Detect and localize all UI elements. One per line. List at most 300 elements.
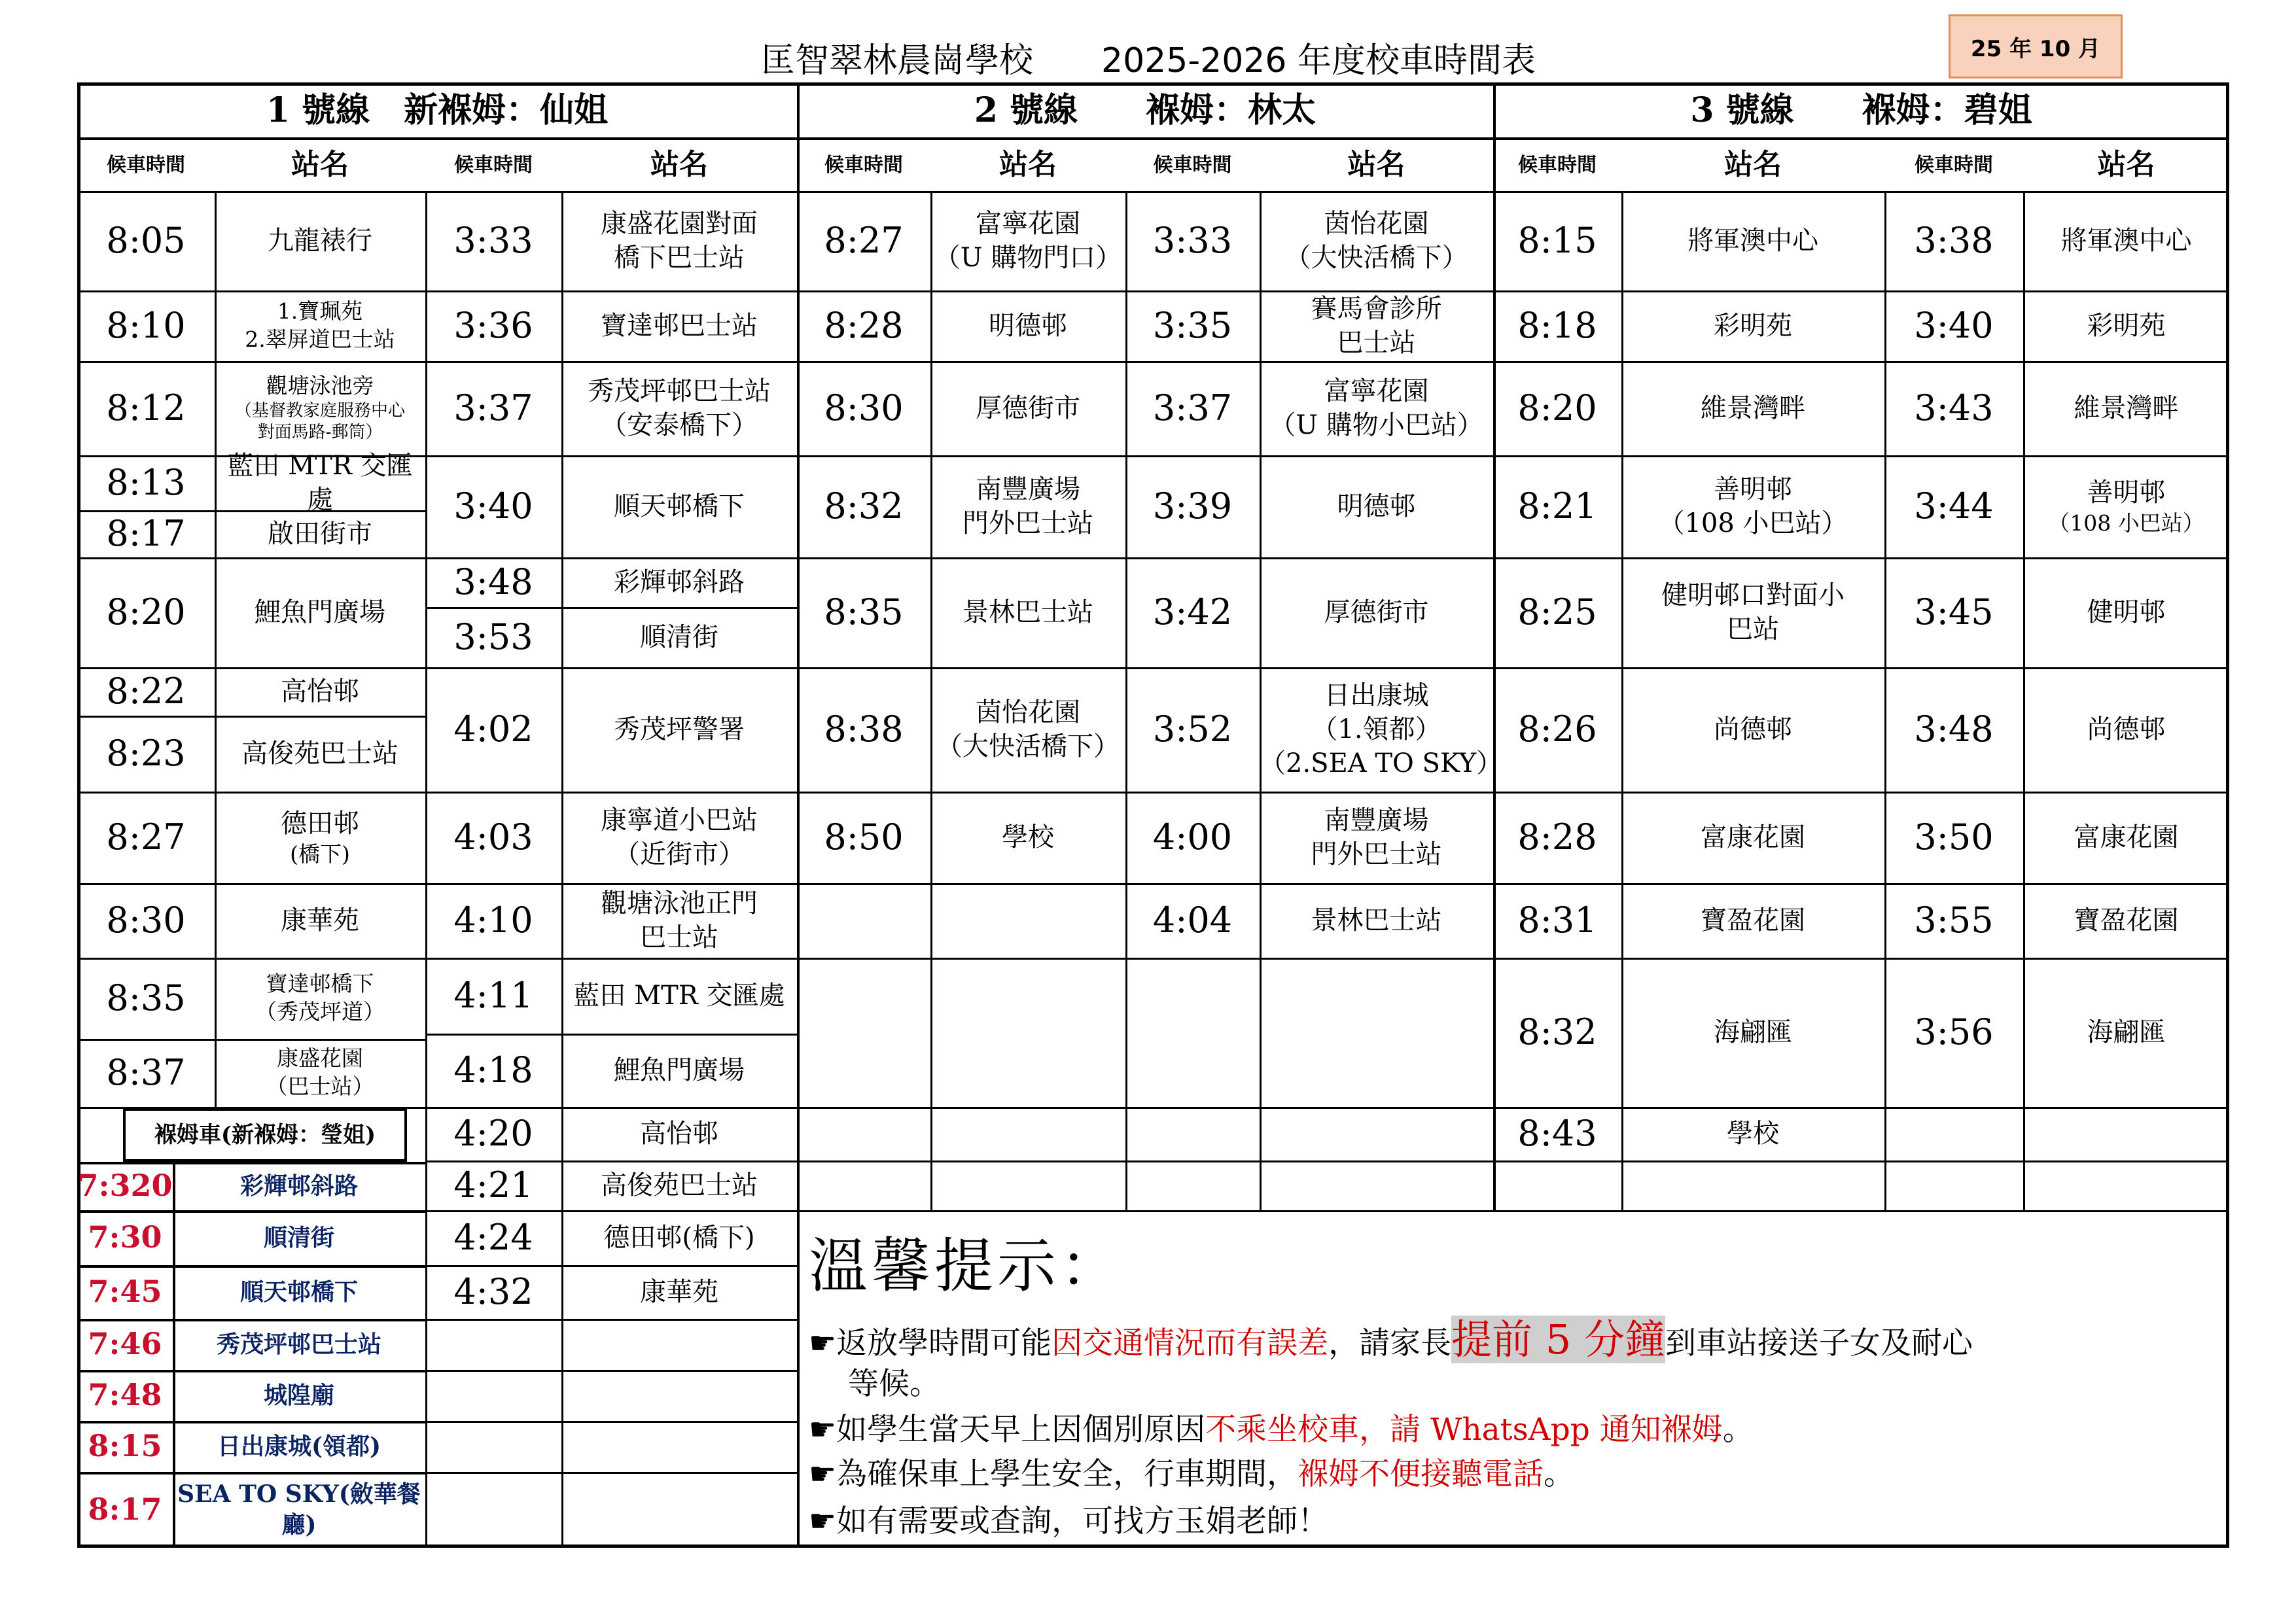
tip-line bbox=[848, 1359, 940, 1403]
cell-text-line: 4:18 bbox=[453, 1049, 533, 1091]
r3-morning-station bbox=[1621, 191, 1884, 290]
r1-afternoon-time bbox=[425, 557, 561, 607]
r1-morning-time bbox=[77, 883, 215, 958]
r1-afternoon-time bbox=[425, 883, 561, 958]
r3-morning-station bbox=[1621, 455, 1884, 557]
cell-text-line: 8:43 bbox=[1517, 1112, 1597, 1154]
cell-text-line: 南豐廣場 bbox=[1324, 805, 1429, 835]
r3-morning-station bbox=[1621, 290, 1884, 361]
cell-text-line: 1 號線 新褓姆：仙姐 bbox=[266, 90, 609, 131]
grid-line bbox=[797, 1210, 1493, 1212]
r3-afternoon-time bbox=[1884, 792, 2023, 883]
column-header-station bbox=[1260, 139, 1493, 191]
column-header-time bbox=[77, 139, 215, 191]
cell-text-line: 寶盈花園 bbox=[2074, 905, 2179, 935]
r3-morning-station bbox=[1621, 557, 1884, 667]
cell-text-line: 8:30 bbox=[106, 899, 186, 941]
cell-text-line: 啟田街市 bbox=[268, 519, 372, 549]
r2-afternoon-time bbox=[1125, 290, 1260, 361]
cell-text-line: 8:17 bbox=[88, 1492, 162, 1527]
nanny-station bbox=[173, 1370, 425, 1421]
r3-afternoon-time bbox=[1884, 290, 2023, 361]
r1-morning-time bbox=[77, 667, 215, 716]
cell-text-line: 8:27 bbox=[106, 816, 186, 858]
cell-text-line: 7:30 bbox=[88, 1219, 162, 1255]
cell-text-line: 觀塘泳池旁 bbox=[266, 372, 374, 398]
cell-text-line: 4:32 bbox=[453, 1270, 533, 1312]
cell-text-line: 賽馬會診所 bbox=[1311, 294, 1442, 324]
cell-text-line: 康盛花園 bbox=[277, 1045, 363, 1072]
r2-morning-station bbox=[930, 290, 1125, 361]
r1-afternoon-station bbox=[561, 191, 797, 290]
r2-afternoon-time bbox=[1125, 191, 1260, 290]
nanny-time bbox=[77, 1472, 173, 1548]
cell-text-line: 尚德邨 bbox=[2087, 714, 2166, 744]
cell-text-line: 康華苑 bbox=[281, 905, 359, 935]
nanny-station bbox=[173, 1265, 425, 1319]
column-header-station bbox=[930, 139, 1125, 191]
r1-afternoon-time bbox=[425, 1161, 561, 1210]
r1-morning-station bbox=[215, 290, 425, 361]
cell-text-line: 順清街 bbox=[640, 622, 718, 652]
r1-morning-station bbox=[215, 667, 425, 716]
cell-text-line: 景林巴士站 bbox=[963, 597, 1093, 627]
r3-afternoon-station bbox=[2023, 191, 2229, 290]
cell-text-line: 3:33 bbox=[1152, 219, 1233, 261]
cell-text-line: 站名 bbox=[1724, 148, 1782, 182]
nanny-station bbox=[173, 1210, 425, 1265]
cell-text-line: 學校 bbox=[1002, 822, 1054, 852]
cell-text-line: 門外巴士站 bbox=[1311, 839, 1442, 869]
cell-text-line: （大快活橋下） bbox=[936, 731, 1120, 761]
cell-text-line: 明德邨 bbox=[989, 311, 1067, 341]
cell-text-line: 順天邨橋下 bbox=[614, 491, 745, 521]
tip-text: 等候。 bbox=[848, 1366, 940, 1402]
cell-text-line: 8:20 bbox=[106, 591, 186, 633]
r2-morning-time bbox=[797, 361, 930, 455]
cell-text-line: 九龍裱行 bbox=[268, 226, 372, 256]
r3-afternoon-time bbox=[1884, 883, 2023, 958]
cell-text-line: 1.寶珮苑 bbox=[277, 298, 363, 324]
cell-text-line: 3:39 bbox=[1152, 485, 1233, 527]
r2-afternoon-station bbox=[1260, 191, 1493, 290]
r1-morning-station bbox=[215, 1039, 425, 1107]
r1-afternoon-station bbox=[561, 1034, 797, 1107]
r1-afternoon-time bbox=[425, 191, 561, 290]
r3-morning-station bbox=[1621, 792, 1884, 883]
nanny-station bbox=[173, 1319, 425, 1370]
r2-afternoon-time bbox=[1125, 667, 1260, 792]
cell-text-line: 4:21 bbox=[453, 1164, 533, 1206]
cell-text-line: 8:28 bbox=[1517, 816, 1597, 858]
cell-note: (橋下) bbox=[290, 841, 350, 867]
pointing-hand-icon: ☛ bbox=[809, 1503, 837, 1539]
cell-text-line: 2 號線 褓姆：林太 bbox=[974, 90, 1316, 131]
r3-morning-time bbox=[1493, 191, 1621, 290]
cell-text-line: （近街市） bbox=[614, 839, 745, 869]
column-header-time bbox=[1493, 139, 1621, 191]
tip-text: 返放學時間可能 bbox=[836, 1325, 1052, 1361]
cell-text-line: 尚德邨 bbox=[1714, 714, 1792, 744]
cell-text-line: 8:26 bbox=[1517, 708, 1597, 750]
r3-morning-station bbox=[1621, 958, 1884, 1107]
cell-text-line: 茵怡花園 bbox=[1324, 209, 1429, 239]
cell-text-line: 8:20 bbox=[1517, 387, 1597, 428]
grid-line bbox=[797, 958, 1493, 960]
cell-text-line: 8:23 bbox=[106, 732, 186, 774]
cell-text-line: 3:42 bbox=[1152, 591, 1233, 633]
cell-text-line: 維景灣畔 bbox=[1701, 393, 1805, 423]
cell-text-line: 8:17 bbox=[106, 512, 186, 554]
cell-text-line: 8:28 bbox=[824, 304, 904, 346]
cell-text-line: 健明邨 bbox=[2087, 597, 2166, 627]
cell-text-line: 7:46 bbox=[88, 1326, 162, 1362]
grid-line bbox=[797, 1161, 1493, 1162]
column-header-station bbox=[215, 139, 425, 191]
cell-text-line: 3:37 bbox=[453, 387, 533, 428]
r1-morning-time bbox=[77, 510, 215, 557]
grid-line bbox=[797, 1107, 1493, 1109]
tip-line bbox=[809, 1497, 1328, 1541]
cell-text-line: 2.翠屏道巴士站 bbox=[245, 326, 395, 352]
nanny-station bbox=[173, 1421, 425, 1472]
cell-text-line: 8:30 bbox=[824, 387, 904, 428]
r1-morning-station bbox=[215, 191, 425, 290]
r3-afternoon-station bbox=[2023, 557, 2229, 667]
r1-afternoon-station bbox=[561, 361, 797, 455]
cell-text-line: 康盛花園對面 bbox=[601, 209, 758, 239]
r3-morning-station bbox=[1621, 667, 1884, 792]
column-header-station bbox=[1621, 139, 1884, 191]
cell-text-line: 高怡邨 bbox=[281, 676, 359, 707]
cell-text-line: 厚德街市 bbox=[976, 393, 1080, 423]
cell-text-line: 4:04 bbox=[1152, 899, 1233, 941]
r1-morning-time bbox=[77, 1039, 215, 1107]
cell-text-line: 鯉魚門廣場 bbox=[255, 597, 385, 627]
cell-text-line: 4:11 bbox=[453, 974, 533, 1016]
pointing-hand-icon: ☛ bbox=[809, 1325, 837, 1361]
cell-text-line: 鯉魚門廣場 bbox=[614, 1055, 745, 1085]
tip-text-red: 不乘坐校車，請 WhatsApp 通知褓姆 bbox=[1205, 1412, 1723, 1448]
cell-text-line: 彩明苑 bbox=[1714, 311, 1792, 341]
cell-text-line: 觀塘泳池正門 bbox=[601, 888, 758, 918]
r2-morning-time bbox=[797, 667, 930, 792]
r3-morning-time bbox=[1493, 290, 1621, 361]
cell-text-line: 順天邨橋下 bbox=[239, 1278, 358, 1306]
cell-text-line: 7:320 bbox=[77, 1168, 173, 1204]
cell-text-line: 康寧道小巴站 bbox=[601, 805, 758, 835]
r3-afternoon-station bbox=[2023, 792, 2229, 883]
r2-afternoon-time bbox=[1125, 455, 1260, 557]
cell-text-line: 4:24 bbox=[453, 1216, 533, 1258]
r1-morning-time bbox=[77, 455, 215, 510]
r1-morning-time bbox=[77, 792, 215, 883]
r1-morning-time bbox=[77, 361, 215, 455]
cell-text-line: 候車時間 bbox=[824, 153, 903, 177]
r3-afternoon-station bbox=[2023, 290, 2229, 361]
cell-text-line: 富寧花園 bbox=[976, 209, 1080, 239]
cell-text-line: 寶達邨橋下 bbox=[266, 971, 374, 997]
cell-text-line: 高俊苑巴士站 bbox=[241, 739, 398, 769]
r3-morning-station bbox=[1621, 883, 1884, 958]
tip-text: 到車站接送子女及耐心 bbox=[1665, 1325, 1973, 1361]
cell-text-line: 候車時間 bbox=[1153, 153, 1232, 177]
cell-text-line: 8:31 bbox=[1517, 899, 1597, 941]
cell-text-line: 巴士站 bbox=[1337, 328, 1416, 358]
cell-text-line: 8:38 bbox=[824, 708, 904, 750]
cell-text-line: 站名 bbox=[1347, 148, 1405, 182]
cell-note: （基督教家庭服務中心 bbox=[234, 400, 405, 421]
r2-morning-time bbox=[797, 191, 930, 290]
r1-afternoon-time bbox=[425, 607, 561, 667]
r3-afternoon-station bbox=[2023, 667, 2229, 792]
r2-afternoon-station bbox=[1260, 361, 1493, 455]
r3-afternoon-time bbox=[1884, 191, 2023, 290]
r3-morning-time bbox=[1493, 667, 1621, 792]
nanny-time bbox=[77, 1162, 173, 1210]
r1-morning-time bbox=[77, 191, 215, 290]
cell-text-line: 站名 bbox=[291, 148, 349, 182]
nanny-time bbox=[77, 1265, 173, 1319]
cell-text-line: 德田邨(橋下) bbox=[603, 1223, 755, 1253]
r1-morning-time bbox=[77, 716, 215, 792]
r3-afternoon-station bbox=[2023, 361, 2229, 455]
cell-text-line: 高怡邨 bbox=[640, 1119, 718, 1149]
cell-text-line: 寶盈花園 bbox=[1701, 905, 1805, 935]
cell-text-line: 8:10 bbox=[106, 304, 186, 346]
tip-text: ，請家長 bbox=[1328, 1325, 1452, 1361]
cell-text-line: 4:20 bbox=[453, 1112, 533, 1154]
r1-morning-time bbox=[77, 290, 215, 361]
r3-morning-station bbox=[1621, 361, 1884, 455]
cell-text-line: 3 號線 褓姆：碧姐 bbox=[1690, 90, 2032, 131]
nanny-bus-title bbox=[123, 1108, 407, 1162]
cell-text-line: 4:03 bbox=[453, 816, 533, 858]
cell-text-line: 站名 bbox=[999, 148, 1057, 182]
r1-afternoon-time bbox=[425, 667, 561, 792]
cell-text-line: 巴站 bbox=[1727, 614, 1779, 644]
r2-morning-station bbox=[930, 455, 1125, 557]
r3-morning-time bbox=[1493, 792, 1621, 883]
r2-morning-time bbox=[797, 290, 930, 361]
cell-text-line: 康華苑 bbox=[640, 1277, 718, 1307]
tip-text-red: 褓姆不便接聽電話 bbox=[1298, 1456, 1544, 1492]
cell-text-line: （巴士站） bbox=[266, 1073, 374, 1099]
r1-morning-time bbox=[77, 557, 215, 667]
cell-text-line: （1.領都） bbox=[1311, 714, 1441, 744]
r1-afternoon-time bbox=[425, 1265, 561, 1319]
cell-text-line: 維景灣畔 bbox=[2074, 393, 2179, 423]
r1-afternoon-station bbox=[561, 792, 797, 883]
cell-text-line: 富康花園 bbox=[1701, 822, 1805, 852]
r3-afternoon-station bbox=[2023, 883, 2229, 958]
cell-text-line: 日出康城 bbox=[1324, 680, 1429, 710]
r3-morning-station bbox=[1621, 1107, 1884, 1161]
cell-text-line: 日出康城(領都) bbox=[217, 1432, 381, 1460]
grid-line bbox=[1493, 1210, 2229, 1212]
route-3-title bbox=[1493, 82, 2229, 139]
cell-text-line: 8:37 bbox=[106, 1051, 186, 1093]
cell-text-line: （秀茂坪道） bbox=[255, 999, 385, 1024]
cell-text-line: 3:45 bbox=[1914, 591, 1994, 633]
cell-text-line: 海翩匯 bbox=[1714, 1017, 1792, 1047]
cell-text-line: 3:56 bbox=[1914, 1011, 1994, 1053]
cell-text-line: （108 小巴站） bbox=[1658, 508, 1848, 538]
cell-text-line: 善明邨 bbox=[2087, 477, 2166, 508]
tip-text: 如有需要或查詢，可找方玉娟老師！ bbox=[836, 1503, 1329, 1539]
r1-afternoon-time bbox=[425, 290, 561, 361]
cell-text-line: 3:35 bbox=[1152, 304, 1233, 346]
cell-text-line: 健明邨口對面小 bbox=[1661, 580, 1845, 610]
cell-text-line: 富寧花園 bbox=[1324, 376, 1429, 406]
cell-text-line: 8:50 bbox=[824, 816, 904, 858]
cell-text-line: 彩明苑 bbox=[2087, 311, 2166, 341]
r1-afternoon-time bbox=[425, 958, 561, 1034]
r2-afternoon-time bbox=[1125, 792, 1260, 883]
column-header-time bbox=[1884, 139, 2023, 191]
r3-afternoon-time bbox=[1884, 361, 2023, 455]
r2-afternoon-time bbox=[1125, 557, 1260, 667]
r1-morning-time bbox=[77, 958, 215, 1039]
r1-afternoon-station bbox=[561, 607, 797, 667]
route-1-title bbox=[77, 82, 797, 139]
r2-afternoon-station bbox=[1260, 883, 1493, 958]
r1-afternoon-time bbox=[425, 1210, 561, 1265]
r3-afternoon-station bbox=[2023, 455, 2229, 557]
r1-afternoon-station bbox=[561, 557, 797, 607]
r1-morning-station bbox=[215, 361, 425, 455]
cell-text-line: 3:48 bbox=[453, 561, 533, 602]
r3-morning-time bbox=[1493, 557, 1621, 667]
r2-morning-time bbox=[797, 455, 930, 557]
cell-text-line: 門外巴士站 bbox=[963, 508, 1093, 538]
grid-line bbox=[1493, 1161, 2229, 1162]
cell-text-line: 秀茂坪邨巴士站 bbox=[588, 376, 771, 406]
cell-note: 對面馬路-郵筒） bbox=[257, 423, 383, 443]
cell-text-line: 寶達邨巴士站 bbox=[601, 311, 758, 341]
r1-afternoon-station bbox=[561, 1210, 797, 1265]
cell-text-line: 8:15 bbox=[1517, 219, 1597, 261]
cell-text-line: 明德邨 bbox=[1337, 491, 1416, 521]
r2-afternoon-station bbox=[1260, 290, 1493, 361]
cell-text-line: 學校 bbox=[1727, 1119, 1779, 1149]
r3-morning-time bbox=[1493, 958, 1621, 1107]
column-header-station bbox=[561, 139, 797, 191]
cell-text-line: 3:38 bbox=[1914, 219, 1994, 261]
cell-text-line: 3:40 bbox=[1914, 304, 1994, 346]
column-header-time bbox=[425, 139, 561, 191]
nanny-time bbox=[77, 1319, 173, 1370]
cell-text-line: 8:35 bbox=[106, 977, 186, 1019]
cell-text-line: 高俊苑巴士站 bbox=[601, 1170, 758, 1200]
r1-morning-station bbox=[215, 451, 425, 515]
r2-afternoon-time bbox=[1125, 361, 1260, 455]
r3-morning-time bbox=[1493, 455, 1621, 557]
cell-text-line: 候車時間 bbox=[454, 153, 533, 177]
cell-text-line: 城隍廟 bbox=[263, 1381, 334, 1409]
cell-text-line: 3:55 bbox=[1914, 899, 1994, 941]
tip-line bbox=[809, 1405, 1754, 1449]
cell-text-line: 富康花園 bbox=[2074, 822, 2179, 852]
cell-text-line: SEA TO SKY(斂華餐廳) bbox=[177, 1480, 421, 1539]
cell-text-line: 7:45 bbox=[88, 1274, 162, 1310]
cell-text-line: 站名 bbox=[650, 148, 708, 182]
r1-afternoon-station bbox=[561, 1107, 797, 1161]
cell-text-line: 善明邨 bbox=[1714, 474, 1792, 504]
page-title: 匡智翠林晨崗學校 2025-2026 年度校車時間表 bbox=[761, 41, 1536, 80]
r2-morning-time bbox=[797, 792, 930, 883]
cell-text-line: （2.SEA TO SKY） bbox=[1260, 748, 1503, 778]
cell-text-line: 8:13 bbox=[106, 461, 186, 503]
cell-text-line: 3:48 bbox=[1914, 708, 1994, 750]
tip-line bbox=[809, 1450, 1574, 1493]
r2-morning-time bbox=[797, 557, 930, 667]
r1-morning-station bbox=[215, 958, 425, 1039]
cell-text-line: 3:52 bbox=[1152, 708, 1233, 750]
r1-morning-station bbox=[215, 557, 425, 667]
cell-text-line: 站名 bbox=[2097, 148, 2155, 182]
cell-text-line: 褓姆車(新褓姆：瑩姐) bbox=[154, 1121, 376, 1148]
r1-afternoon-time bbox=[425, 361, 561, 455]
cell-text-line: 茵怡花園 bbox=[976, 697, 1080, 727]
tip-text: 為確保車上學生安全，行車期間， bbox=[836, 1456, 1298, 1492]
r1-morning-station bbox=[215, 883, 425, 958]
cell-text-line: 3:33 bbox=[453, 219, 533, 261]
grid-line bbox=[425, 1319, 797, 1321]
r3-morning-time bbox=[1493, 1107, 1621, 1161]
r2-morning-station bbox=[930, 667, 1125, 792]
cell-text-line: 南豐廣場 bbox=[976, 474, 1080, 504]
column-header-time bbox=[1125, 139, 1260, 191]
cell-text-line: 3:43 bbox=[1914, 387, 1994, 428]
cell-text-line: 3:53 bbox=[453, 616, 533, 657]
column-header-time bbox=[797, 139, 930, 191]
cell-text-line: 候車時間 bbox=[1915, 153, 1993, 177]
r2-afternoon-station bbox=[1260, 455, 1493, 557]
r3-morning-time bbox=[1493, 883, 1621, 958]
r1-morning-station bbox=[215, 510, 425, 557]
cell-text-line: 8:32 bbox=[1517, 1011, 1597, 1053]
cell-text-line: 4:10 bbox=[453, 899, 533, 941]
cell-text-line: 3:40 bbox=[453, 485, 533, 527]
cell-text-line: 8:18 bbox=[1517, 304, 1597, 346]
cell-text-line: 8:12 bbox=[106, 387, 186, 428]
cell-text-line: 橋下巴士站 bbox=[614, 243, 745, 273]
r2-afternoon-station bbox=[1260, 667, 1503, 792]
cell-text-line: 巴士站 bbox=[640, 922, 718, 952]
r2-afternoon-station bbox=[1260, 792, 1493, 883]
cell-text-line: 彩輝邨斜路 bbox=[614, 567, 745, 597]
nanny-time bbox=[77, 1210, 173, 1265]
r3-afternoon-time bbox=[1884, 455, 2023, 557]
cell-text-line: （安泰橋下） bbox=[601, 410, 758, 440]
r1-afternoon-station bbox=[561, 958, 797, 1034]
cell-text-line: 8:05 bbox=[106, 219, 186, 261]
cell-text-line: （大快活橋下） bbox=[1284, 243, 1468, 273]
r2-afternoon-time bbox=[1125, 883, 1260, 958]
cell-text-line: 將軍澳中心 bbox=[1687, 226, 1818, 256]
r1-afternoon-time bbox=[425, 455, 561, 557]
r1-afternoon-time bbox=[425, 792, 561, 883]
route-2-title bbox=[797, 82, 1493, 139]
r3-afternoon-time bbox=[1884, 667, 2023, 792]
r2-morning-station bbox=[930, 361, 1125, 455]
cell-text-line: 景林巴士站 bbox=[1311, 905, 1442, 935]
cell-text-line: 3:50 bbox=[1914, 816, 1994, 858]
cell-text-line: 彩輝邨斜路 bbox=[239, 1172, 358, 1200]
cell-text-line: 8:21 bbox=[1517, 485, 1597, 527]
cell-text-line: 藍田 MTR 交匯處 bbox=[227, 451, 413, 515]
